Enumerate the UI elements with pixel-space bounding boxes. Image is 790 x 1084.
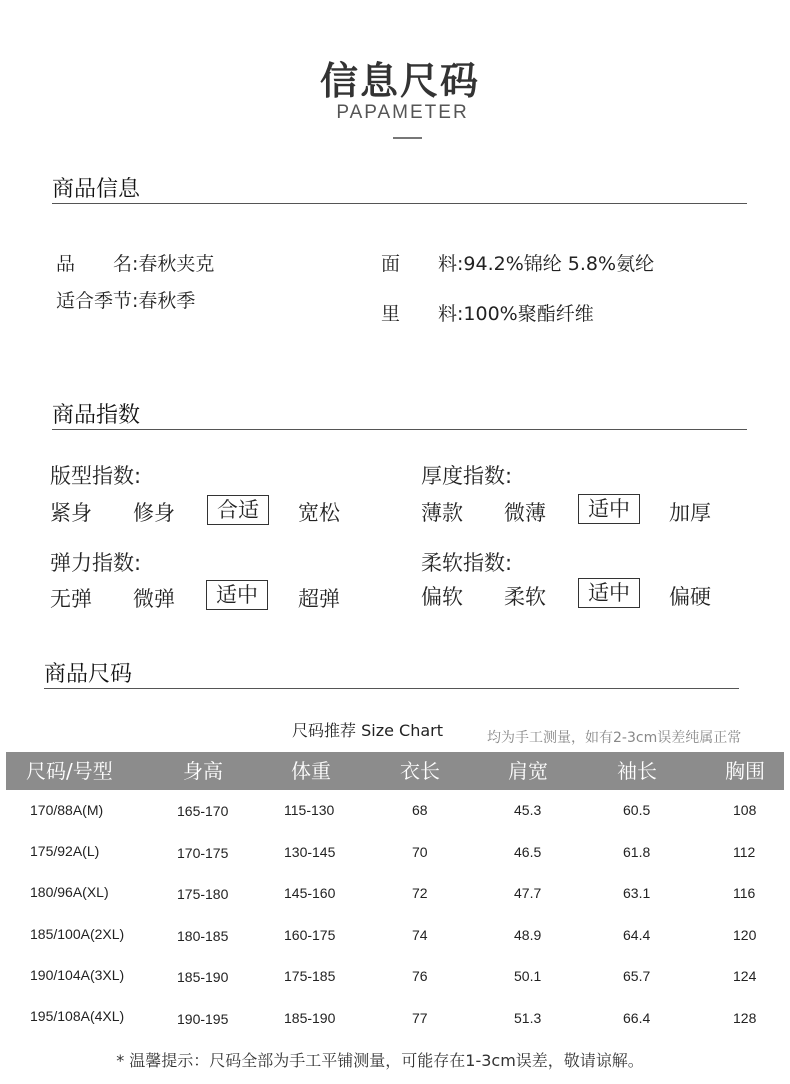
page-title: 信息尺码 [319, 59, 480, 103]
table-cell: 51.3 [514, 1010, 542, 1026]
index-option: 微薄 [504, 501, 546, 525]
product-name-label: 品 名: [56, 253, 139, 275]
section-title-indices: 商品指数 [52, 403, 141, 428]
table-cell: 65.7 [623, 968, 651, 984]
table-cell: 124 [733, 968, 757, 984]
section-divider [52, 203, 747, 204]
table-cell: 180/96A(XL) [30, 884, 109, 900]
index-option: 加厚 [669, 501, 711, 525]
title-divider [393, 137, 422, 139]
size-table-header [6, 752, 784, 790]
footnote: * 温馨提示：尺码全部为手工平铺测量，可能存在1-3cm误差，敬请谅解。 [116, 1051, 644, 1070]
product-name-value: 春秋夹克 [138, 253, 215, 275]
index-option: 微弹 [133, 587, 175, 611]
table-cell: 145-160 [284, 885, 336, 901]
table-cell: 76 [412, 968, 428, 984]
table-cell: 185-190 [284, 1010, 336, 1026]
lining-row [381, 299, 594, 326]
section-title-size: 商品尺码 [44, 662, 133, 687]
table-cell: 112 [733, 844, 756, 860]
outer-fabric-row [381, 249, 654, 276]
index-option-selected: 合适 [207, 495, 269, 525]
table-cell: 47.7 [514, 885, 542, 901]
season-label: 适合季节: [56, 290, 139, 312]
table-cell: 108 [733, 802, 757, 818]
column-header: 身高 [183, 759, 223, 783]
section-divider [52, 429, 747, 430]
column-header: 衣长 [400, 759, 440, 783]
index-option: 偏硬 [669, 585, 711, 609]
index-option-selected: 适中 [206, 580, 268, 610]
table-cell: 63.1 [623, 885, 651, 901]
index-label-elasticity: 弹力指数: [50, 551, 142, 575]
table-cell: 120 [733, 927, 757, 943]
column-header: 尺码/号型 [26, 759, 113, 783]
index-option: 薄款 [421, 501, 463, 525]
table-cell: 45.3 [514, 802, 542, 818]
table-cell: 115-130 [284, 802, 335, 818]
index-option-selected: 适中 [578, 494, 640, 524]
table-cell: 64.4 [623, 927, 651, 943]
product-name-row [56, 249, 214, 276]
section-divider [44, 688, 739, 689]
index-option-selected: 适中 [578, 578, 640, 608]
table-cell: 160-175 [284, 927, 336, 943]
section-title-product-info: 商品信息 [52, 177, 141, 202]
table-cell: 190/104A(3XL) [30, 967, 125, 983]
table-cell: 185-190 [177, 969, 229, 985]
outer-fabric-value: 94.2%锦纶 5.8%氨纶 [463, 253, 655, 275]
table-cell: 46.5 [514, 844, 542, 860]
table-cell: 72 [412, 885, 428, 901]
table-cell: 74 [412, 927, 428, 943]
outer-fabric-label: 面 料: [381, 253, 464, 275]
table-cell: 175-185 [284, 968, 336, 984]
table-cell: 170-175 [177, 845, 229, 861]
table-cell: 116 [733, 885, 756, 901]
index-option: 宽松 [298, 501, 340, 525]
table-cell: 128 [733, 1010, 757, 1026]
table-cell: 130-145 [284, 844, 336, 860]
table-cell: 61.8 [623, 844, 651, 860]
table-cell: 66.4 [623, 1010, 651, 1026]
table-cell: 195/108A(4XL) [30, 1008, 125, 1024]
index-option: 偏软 [421, 585, 463, 609]
column-header: 袖长 [617, 759, 657, 783]
column-header: 肩宽 [508, 759, 548, 783]
table-cell: 70 [412, 844, 428, 860]
index-option: 超弹 [298, 587, 340, 611]
table-cell: 175/92A(L) [30, 843, 100, 859]
season-value: 春秋季 [138, 290, 196, 312]
table-cell: 170/88A(M) [30, 802, 104, 818]
size-chart-caption: 尺码推荐 Size Chart [292, 721, 443, 740]
table-cell: 50.1 [514, 968, 542, 984]
lining-label: 里 料: [381, 303, 464, 325]
season-row [56, 286, 195, 313]
size-chart-note: 均为手工测量，如有2-3cm误差纯属正常 [487, 730, 742, 746]
index-label-thickness: 厚度指数: [421, 464, 513, 488]
table-cell: 180-185 [177, 928, 229, 944]
table-cell: 175-180 [177, 886, 229, 902]
page-subtitle: PAPAMETER [336, 102, 469, 123]
index-label-fit: 版型指数: [50, 464, 142, 488]
table-cell: 48.9 [514, 927, 542, 943]
table-cell: 60.5 [623, 802, 651, 818]
index-label-softness: 柔软指数: [421, 551, 513, 575]
column-header: 体重 [291, 759, 331, 783]
table-cell: 165-170 [177, 803, 229, 819]
table-cell: 68 [412, 802, 428, 818]
index-option: 紧身 [50, 501, 92, 525]
index-option: 无弹 [50, 587, 92, 611]
index-option: 修身 [133, 501, 175, 525]
index-option: 柔软 [504, 585, 546, 609]
column-header: 胸围 [725, 759, 765, 783]
table-cell: 77 [412, 1010, 428, 1026]
table-cell: 185/100A(2XL) [30, 926, 125, 942]
table-cell: 190-195 [177, 1011, 229, 1027]
lining-value: 100%聚酯纤维 [463, 303, 594, 325]
